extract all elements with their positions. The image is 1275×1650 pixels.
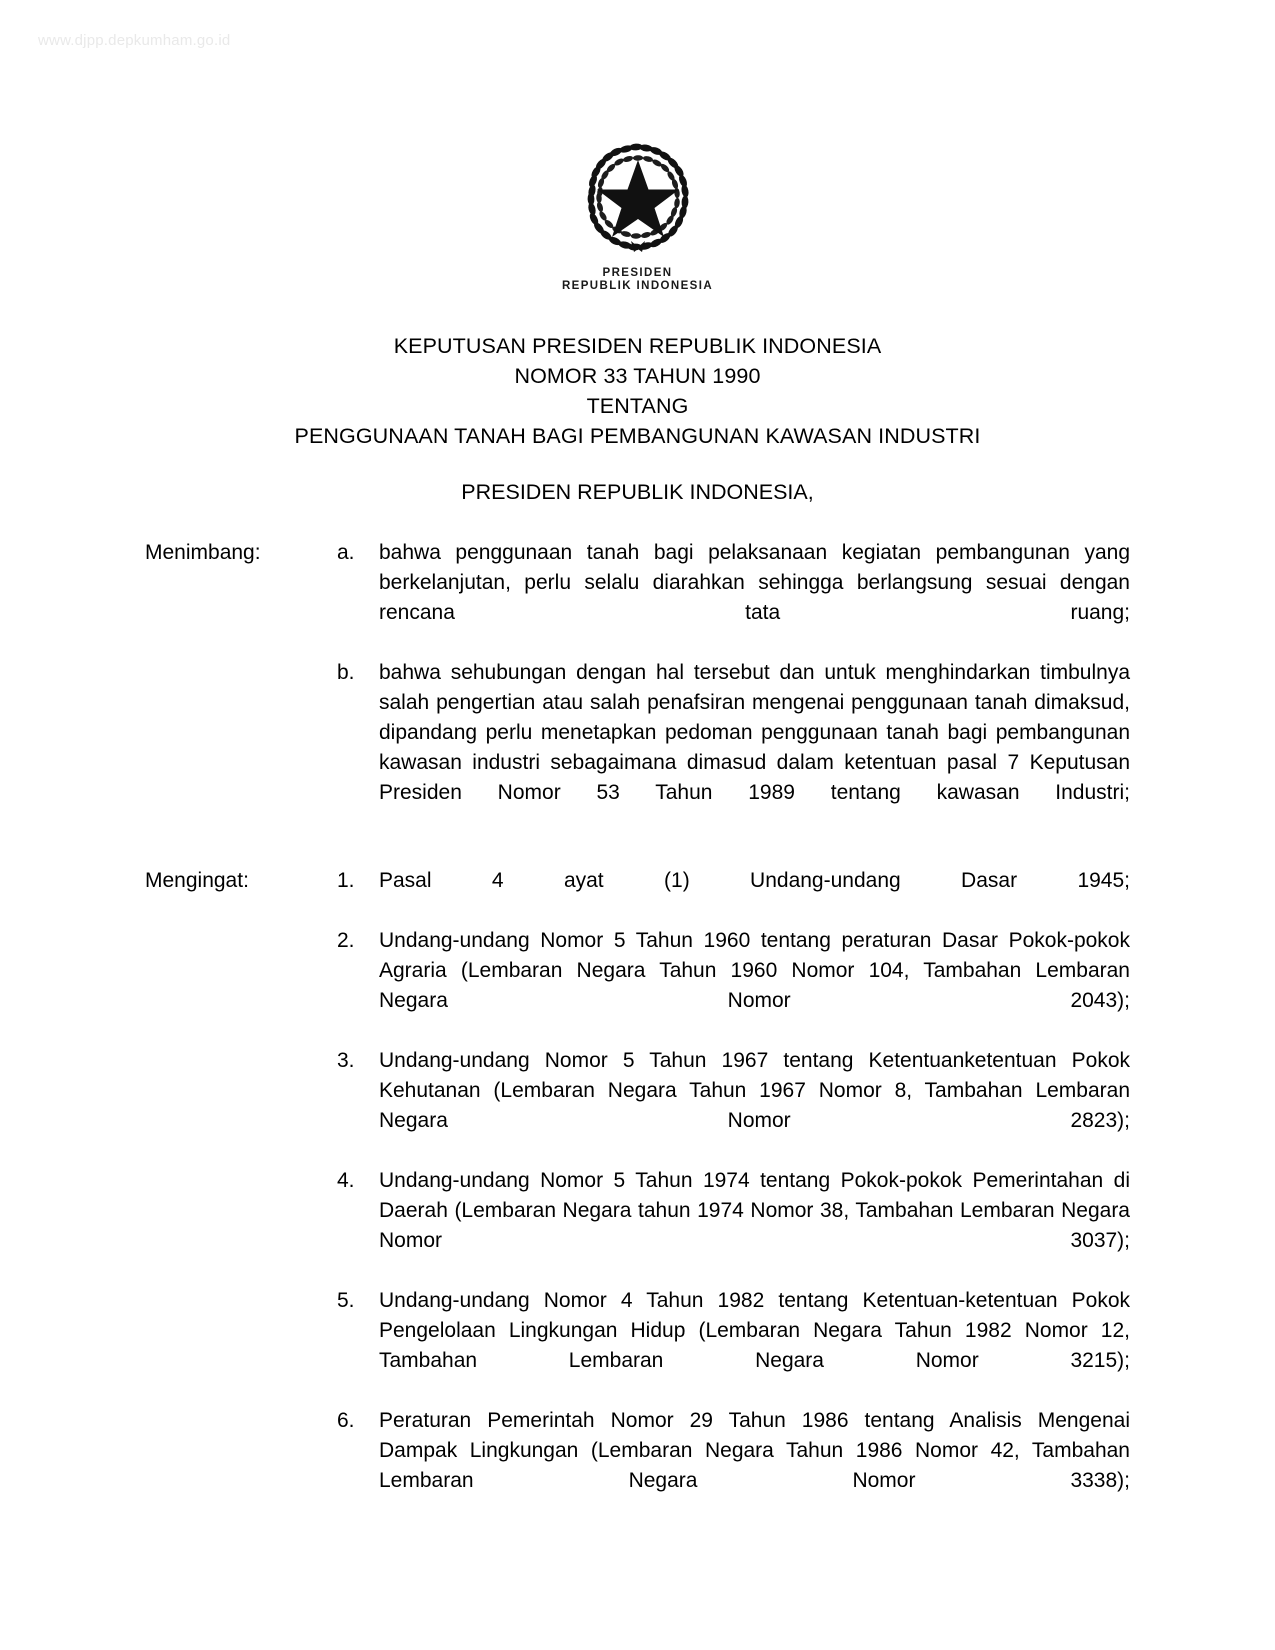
clause-text: Undang-undang Nomor 5 Tahun 1967 tentang Ketentuanketentuan Pokok Kehutanan (Lembaran Negara Tahun 1967 Nomor 8, Tambahan Lembaran Negara Nomor 2823);: [379, 1049, 1130, 1132]
clause-item: [337, 1406, 1130, 1526]
emblem-caption: [0, 267, 1275, 293]
clause-text: Undang-undang Nomor 4 Tahun 1982 tentang Ketentuan-ketentuan Pokok Pengelolaan Lingkungan Hidup (Lembaran Negara Tahun 1982 Nomor 12, Tambahan Lembaran Negara Nomor 3215);: [379, 1289, 1130, 1372]
presidential-seal-star-wreath-icon: [577, 140, 699, 258]
clause-text: bahwa penggunaan tanah bagi pelaksanaan kegiatan pembangunan yang berkelanjutan, perlu selalu diarahkan sehingga berlangsung sesuai dengan rencana tata ruang;: [379, 541, 1130, 624]
clause-marker: 6.: [337, 1409, 355, 1432]
title-line-1: KEPUTUSAN PRESIDEN REPUBLIK INDONESIA: [393, 334, 882, 358]
emblem-caption-line2: REPUBLIK INDONESIA: [561, 280, 714, 292]
title-line-3: TENTANG: [586, 394, 689, 418]
clause-text: Pasal 4 ayat (1) Undang-undang Dasar 1945;: [379, 869, 1130, 892]
clause-marker: 1.: [337, 869, 355, 892]
clause-item: [337, 658, 1130, 838]
section-label-mengingat: Mengingat:: [145, 869, 249, 892]
presidential-emblem-block: [0, 140, 1275, 293]
clause-item: [337, 538, 1130, 658]
site-watermark: www.djpp.depkumham.go.id: [38, 32, 231, 49]
section-menimbang: [145, 538, 1130, 838]
document-title-block: [0, 331, 1275, 451]
title-line-2: NOMOR 33 TAHUN 1990: [514, 364, 761, 388]
clause-item: [337, 1166, 1130, 1286]
menimbang-clause-list: [337, 538, 1130, 838]
clause-text: Undang-undang Nomor 5 Tahun 1974 tentang Pokok-pokok Pemerintahan di Daerah (Lembaran Negara tahun 1974 Nomor 38, Tambahan Lembaran Negara Nomor 3037);: [379, 1169, 1130, 1252]
clause-marker: 5.: [337, 1289, 355, 1312]
clause-marker: 4.: [337, 1169, 355, 1192]
mengingat-clause-list: [337, 866, 1130, 1526]
clause-marker: b.: [337, 661, 355, 684]
clause-marker: 2.: [337, 929, 355, 952]
emblem-caption-line1: PRESIDEN: [602, 267, 673, 279]
clause-text: bahwa sehubungan dengan hal tersebut dan untuk menghindarkan timbulnya salah pengertian atau salah penafsiran mengenai penggunaan tanah dimaksud, dipandang perlu menetapkan pedoman penggunaan tanah bagi pembangunan kawasan industri sebagaimana dimasud dalam ketentuan pasal 7 Keputusan Presiden Nomor 53 Tahun 1989 tentang kawasan Industri;: [379, 661, 1130, 804]
section-label-menimbang: Menimbang:: [145, 541, 261, 564]
clause-text: Undang-undang Nomor 5 Tahun 1960 tentang peraturan Dasar Pokok-pokok Agraria (Lembaran Negara Tahun 1960 Nomor 104, Tambahan Lembaran Negara Nomor 2043);: [379, 929, 1130, 1012]
clause-item: [337, 1046, 1130, 1166]
clause-item: [337, 866, 1130, 926]
section-mengingat: [145, 866, 1130, 1526]
clause-text: Peraturan Pemerintah Nomor 29 Tahun 1986 tentang Analisis Mengenai Dampak Lingkungan (Lembaran Negara Tahun 1986 Nomor 42, Tambahan Lembaran Negara Nomor 3338);: [379, 1409, 1130, 1492]
clause-item: [337, 926, 1130, 1046]
issuing-authority-line: PRESIDEN REPUBLIK INDONESIA,: [461, 480, 814, 504]
clause-marker: a.: [337, 541, 355, 564]
clause-item: [337, 1286, 1130, 1406]
title-line-4: PENGGUNAAN TANAH BAGI PEMBANGUNAN KAWASAN INDUSTRI: [294, 424, 981, 448]
clause-marker: 3.: [337, 1049, 355, 1072]
